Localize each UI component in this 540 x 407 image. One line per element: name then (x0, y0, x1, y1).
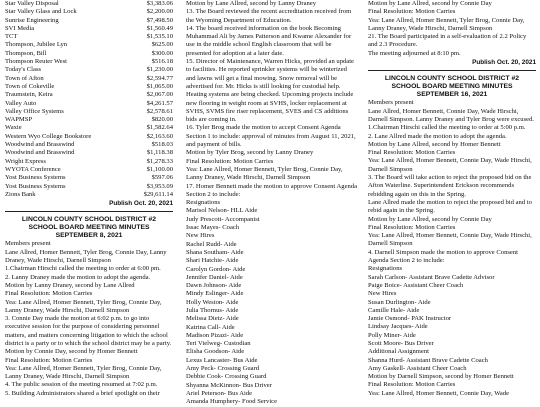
bill-amount: $2,163.60 (146, 132, 173, 140)
notice-subheading: SCHOOL BOARD MEETING MINUTES (28, 224, 150, 232)
bill-amount: $1,118.38 (146, 149, 173, 157)
vendor-name: Wright Express (5, 157, 46, 165)
paragraph: Yea: Lane Allred, Homer Bennett, Tyler Brog, Connie Day, Lanny Draney, Wade Hirschi, Darnell Simpson (368, 16, 525, 32)
vendor-name: Town of Cokeville (5, 82, 55, 90)
paragraph: Lexus Lancaster- Bus Aide (186, 356, 258, 364)
bill-amount: $4,261.57 (146, 99, 173, 107)
bill-amount: $1,230.00 (146, 66, 173, 74)
paragraph: 14. The board received information on the book Becoming Muhammad Ali by James Patterson and Kwame Alexander for use in the middle school English classroom that will be presented for adoption at a later date. (186, 24, 352, 57)
column-1 (5, 0, 173, 400)
vendor-name: Today's Class (5, 66, 42, 74)
paragraph: Holly Weston- Aide (186, 298, 239, 306)
vendor-name: Valley Office Systems (5, 107, 64, 115)
bill-row (5, 8, 173, 16)
bill-row (5, 166, 173, 174)
bill-amount: $1,582.64 (146, 124, 173, 132)
paragraph: Yea: Lane Allred, Homer Bennett, Tyler Brog, Connie Day, Lanny Draney, Wade Hirschi, Darnell Simpson (5, 298, 162, 314)
meeting-date: SEPTEMBER 8, 2021 (55, 232, 123, 240)
paragraph: Final Resolution: Motion Carries (5, 290, 93, 298)
paragraph: Debbie Cook- Crossing Guard (186, 373, 267, 381)
paragraph: 5. Building Administrators shared a brief spotlight on their (5, 389, 160, 397)
bill-row (5, 66, 173, 74)
bill-row (5, 41, 173, 49)
paragraph: Final Resolution: Motion Carries (368, 8, 456, 16)
paragraph: Motion by Tyler Brog, second by Lanny Draney (186, 149, 314, 157)
bill-row (5, 83, 173, 91)
paragraph: Teri Vielweg- Custodian (186, 340, 251, 348)
paragraph: Katrina Call- Aide (186, 323, 235, 331)
paragraph: 15. Director of Maintenance, Warren Hicks, provided an update to facilities. He reported sprinkler systems will be winterized and lawns will get a final mowing. Snow removal will be advertised for. Mr. Hicks is still looking for custodial help. Heating systems are being checked. Upcoming projects include new flooring in weight room at SVHS, locker replacement at SVHS, SVMS fire riser replacement, SVES and CS additions bids are coming in. (186, 58, 354, 124)
bill-row (5, 149, 173, 157)
paragraph: New Hires (186, 232, 215, 240)
paragraph: Susan Durlington- Aide (368, 298, 431, 306)
bill-amount: $820.00 (151, 116, 173, 124)
paragraph: Members present (5, 240, 51, 248)
paragraph: The meeting adjourned at 8:10 pm. (368, 49, 461, 57)
paragraph: Carolyn Gordon- Aide (186, 265, 246, 273)
vendor-name: Town of Afton (5, 74, 44, 82)
vendor-name: Star Valley Glass and Lock (5, 8, 77, 16)
bill-row (5, 183, 173, 191)
vendor-name: Woodwind and Brasswind (5, 149, 75, 157)
paragraph: 3. The Board will take action to reject the proposed bid on the Afton Waterline. Superintendent Erickson recommends rebidding again on this in the Spring. (368, 174, 532, 198)
bill-row (5, 116, 173, 124)
paragraph: Camille Hale- Aide (368, 306, 420, 314)
paragraph: Melissa Dietz- Aide (186, 315, 239, 323)
bill-row (5, 91, 173, 99)
paragraph: Resignations (368, 265, 403, 273)
bill-row (5, 75, 173, 83)
vendor-name: Star Valley Disposal (5, 0, 59, 7)
paragraph: Ariel Peterson- Bus Aide (186, 389, 253, 397)
paragraph: Yea: Lane Allred, Homer Bennett, Tyler Brog, Connie Day, Lanny Draney, Wade Hirschi, Darnell Simpson (186, 165, 343, 182)
bill-row (5, 191, 173, 199)
paragraph: Madison Pizazi- Aide (186, 331, 244, 339)
bill-row (5, 0, 173, 8)
paragraph: Lane Allred, Homer Bennett, Connie Day, Wade Hirschi, Darnell Simpson. Lanny Draney and Tyler Brog were excused. (368, 107, 535, 123)
paragraph: Issac Mayes- Coach (186, 224, 240, 232)
paragraph: Final Resolution: Motion Carries (5, 356, 93, 364)
vendor-name: Zions Bank (5, 190, 36, 198)
notice-subheading: SCHOOL BOARD MEETING MINUTES (391, 83, 513, 91)
paragraph: Judy Prescott- Accompanist (186, 215, 260, 223)
bill-amount: $597.06 (151, 174, 173, 182)
paragraph: 4. Darnell Simpson made the motion to approve Consent Agenda Section 2 to include: (368, 248, 518, 265)
bill-amount: $7,498.50 (146, 16, 173, 24)
paragraph: Lane Allred made the motion to reject the proposed bid and to rebid again in the Spring. (368, 198, 532, 215)
bill-amount: $1,100.00 (146, 165, 173, 173)
paragraph: 13. The Board reviewed the recent accreditation received from the Wyoming Department of Education. (186, 8, 352, 24)
bill-row (5, 50, 173, 58)
bill-amount: $2,200.00 (146, 8, 173, 16)
vendor-name: SVI Media (5, 24, 35, 32)
paragraph: Sarah Carlson- Assistant Brave Cadette Advisor (368, 273, 495, 281)
paragraph: 1.Chairman Hirschi called the meeting to order at 5:00 p.m. (368, 124, 526, 132)
bill-row (5, 33, 173, 41)
bill-amount: $2,578.61 (146, 107, 173, 115)
vendor-name: Thompson, Jubilee Lyn (5, 41, 68, 49)
bill-row (5, 100, 173, 108)
paragraph: Marisol Nelson- HLL Aide (186, 207, 258, 215)
paragraph: 4. The public session of the meeting resumed at 7:02 p.m. (5, 381, 158, 389)
bill-row (5, 25, 173, 33)
bill-amount: $3,953.09 (146, 182, 173, 190)
paragraph: Lindsay Jacques- Aide (368, 323, 428, 331)
paragraph: Polly Miner- Aide (368, 331, 416, 339)
bill-row (5, 133, 173, 141)
vendor-name: WAPMSP (5, 116, 33, 124)
vendor-name: WYOTA Conference (5, 165, 61, 173)
paragraph: Yea: Lane Allred, Homer Bennett, Connie Day, Wade Hirschi, Darnell Simpson (368, 232, 532, 248)
paragraph: Dawn Johnson- Aide (186, 282, 242, 290)
paragraph: Shanna Hurd- Assistant Brave Cadette Coach (368, 356, 488, 364)
paragraph: Motion by Lane Allred, second by Lanny Draney (186, 0, 317, 7)
bill-row (5, 108, 173, 116)
paragraph: Yea: Lane Allred, Homer Bennett, Connie Day, Wade (368, 389, 510, 397)
paragraph: Amy Gaskell- Assistant Cheer Coach (368, 364, 467, 372)
bill-amount: $1,560.49 (146, 24, 173, 32)
bill-amount: $516.18 (151, 58, 173, 66)
paragraph: Paige Boice- Assistant Cheer Coach (368, 281, 464, 289)
paragraph: Amanda Humphery- Food Service (186, 398, 278, 406)
minutes-body (368, 0, 536, 58)
vendor-name: Thompson, Bill (5, 49, 47, 57)
bill-row (5, 124, 173, 132)
paragraph: Rachel Rudd- Aide (186, 240, 237, 248)
paragraph: Members present (368, 99, 414, 107)
paragraph: Final Resolution: Motion Carries (368, 381, 456, 389)
paragraph: 17. Homer Bennett made the motion to approve Consent Agenda Section 2 to include: (186, 182, 358, 198)
publish-date: Publish Oct. 20, 2021 (109, 200, 173, 208)
paragraph: Amy Peck- Crossing Guard (186, 365, 260, 373)
paragraph: Scott Moore- Bus Driver (368, 339, 434, 347)
paragraph: Motion by Lane Allred, second by Connie Day (368, 215, 492, 223)
minutes-body (368, 99, 536, 398)
paragraph: Motion by Lanny Draney, second by Lane Allred (5, 281, 135, 289)
minutes-body (5, 240, 173, 398)
paragraph: 2. Lanny Draney made the motion to adopt the agenda. (5, 273, 151, 281)
notice-heading: LINCOLN COUNTY SCHOOL DISTRICT #2 (384, 75, 520, 83)
paragraph: Yea: Lane Allred, Homer Bennett, Tyler Brog, Connie Day, Lanny Draney, Wade Hirschi, Darnell Simpson (5, 364, 162, 381)
vendor-name: Western Wyo College Bookstore (5, 132, 92, 140)
publish-date: Publish Oct. 20, 2021 (472, 59, 536, 67)
paragraph: New Hires (368, 290, 397, 298)
vendor-name: Waxie (5, 124, 22, 132)
bill-amount: $2,067.00 (146, 91, 173, 99)
vendor-name: Yost Business Systems (5, 174, 66, 182)
notice-heading: LINCOLN COUNTY SCHOOL DISTRICT #2 (21, 216, 157, 224)
paragraph: 21. The Board participated in a self-evaluation of 2.2 Policy and 2.3 Procedure. (368, 33, 527, 49)
paragraph: 3. Connie Day made the motion at 6:02 p.m. to go into executive session for the purpose of considering personnel matters, and matters concerning litigation to which the school district is a party or to which the school district may be a party. (5, 315, 172, 347)
divider (368, 70, 536, 71)
meeting-date: SEPTEMBER 16, 2021 (416, 91, 488, 99)
paragraph: Mindy Eslinger- Aide (186, 290, 244, 298)
bills-list (5, 0, 173, 199)
paragraph: Lane Allred, Homer Bennett, Tyler Brog, Connie Day, Lanny Draney, Wade Hirschi, Darnell Simpson (5, 248, 167, 265)
paragraph: 16. Tyler Brog made the motion to accept Consent Agenda Section 1 to include: approval of minutes from August 11, 2021, and payment of bills. (186, 124, 356, 149)
bill-amount: $1,535.10 (146, 33, 173, 41)
bill-amount: $518.03 (151, 141, 173, 149)
bill-row (5, 141, 173, 149)
column-2 (186, 0, 358, 406)
vendor-name: Sunrise Engineering (5, 16, 59, 24)
paragraph: Final Resolution: Motion Carries (186, 157, 274, 165)
paragraph: Resignations (186, 199, 221, 207)
paragraph: Shana Southam- Aide (186, 248, 244, 256)
paragraph: Shari Hatchie- Aide (186, 257, 239, 265)
paragraph: Shyanna McKinnon- Bus Driver (186, 381, 272, 389)
bill-amount: $2,594.77 (146, 74, 173, 82)
bill-row (5, 174, 173, 182)
bill-amount: $29,611.14 (143, 190, 173, 198)
paragraph: Additional Assignment (368, 348, 429, 356)
vendor-name: Traumstein, Keira (5, 91, 53, 99)
paragraph: Elisha Goodson- Aide (186, 348, 245, 356)
vendor-name: Woodwind and Brasswind (5, 141, 75, 149)
column-3 (368, 0, 536, 400)
vendor-name: Thompson Reuter West (5, 58, 67, 66)
bill-amount: $625.00 (151, 41, 173, 49)
paragraph: Jamie Osmond- PAK Instructor (368, 315, 452, 323)
paragraph: Motion by Darnell Simpson, second by Homer Bennett (368, 373, 514, 381)
paragraph: 2. Lane Allred made the motion to adopt the agenda. (368, 132, 507, 140)
vendor-name: Yost Business Systems (5, 182, 66, 190)
bill-row (5, 17, 173, 25)
vendor-name: TCT (5, 33, 18, 41)
paragraph: Motion by Lane Allred, second by Connie Day (368, 0, 492, 7)
bill-amount: $3,383.06 (146, 0, 173, 7)
divider (5, 211, 173, 212)
paragraph: Yea: Lane Allred, Homer Bennett, Connie Day, Wade Hirschi, Darnell Simpson (368, 157, 532, 173)
bill-amount: $1,065.00 (146, 82, 173, 90)
paragraph: Final Resolution: Motion Carries (368, 223, 456, 231)
bill-row (5, 58, 173, 66)
bill-amount: $300.00 (151, 49, 173, 57)
paragraph: Julia Thornus- Aide (186, 306, 239, 314)
paragraph: Motion by Connie Day, second by Homer Bennett (5, 348, 138, 356)
paragraph: 1.Chairman Hirschi called the meeting to order at 6:00 pm. (5, 265, 161, 273)
bill-row (5, 158, 173, 166)
bill-amount: $1,278.33 (146, 157, 173, 165)
vendor-name: Valley Auto (5, 99, 37, 107)
paragraph: Final Resolution: Motion Carries (368, 149, 456, 157)
paragraph: Jennifer Daniel- Aide (186, 273, 243, 281)
paragraph: Motion by Lane Allred, second by Homer Bennett (368, 140, 501, 148)
minutes-body (186, 0, 358, 407)
